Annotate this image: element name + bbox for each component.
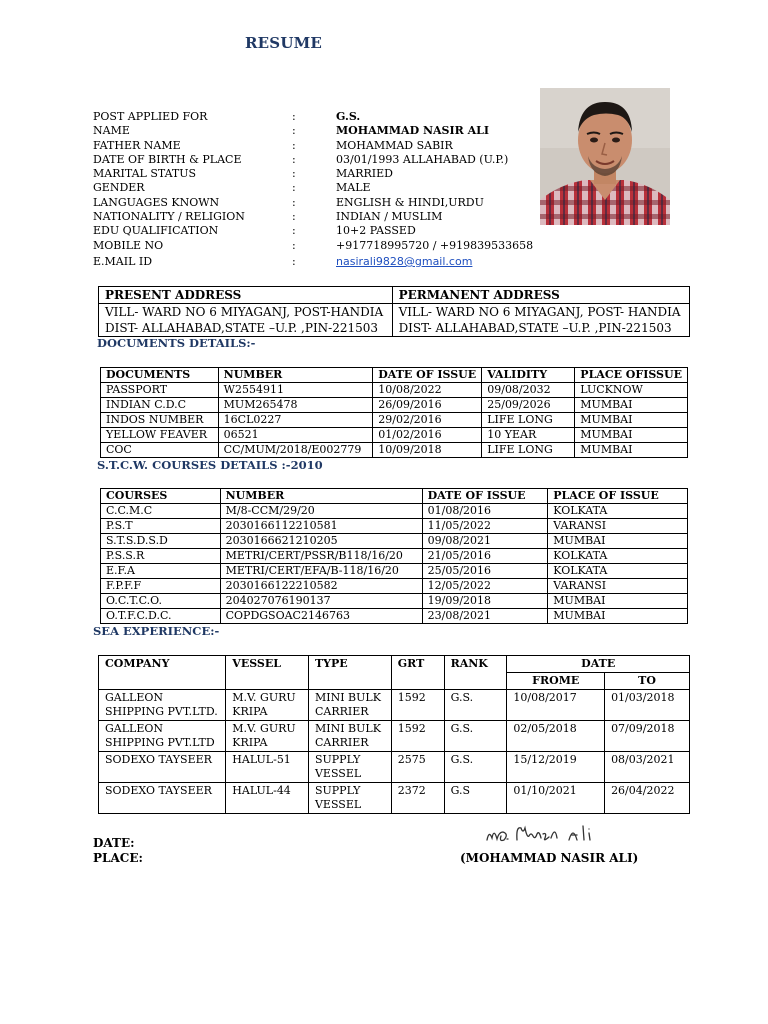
table-cell: 01/08/2016 (422, 504, 548, 519)
column-header: RANK (444, 656, 507, 690)
sea-experience-table (98, 655, 690, 814)
column-header: VALIDITY (482, 368, 575, 383)
personal-label: NAME (93, 124, 130, 138)
personal-label: DATE OF BIRTH & PLACE (93, 152, 242, 166)
table-cell: O.C.T.C.O. (101, 594, 221, 609)
table-cell: 12/05/2022 (422, 579, 548, 594)
table-cell: VARANSI (548, 579, 688, 594)
table-cell: 25/09/2026 (482, 398, 575, 413)
table-cell: CC/MUM/2018/E002779 (218, 443, 373, 458)
column-header: COURSES (101, 489, 221, 504)
date-label: DATE: (93, 836, 135, 850)
table-cell: 21/05/2016 (422, 549, 548, 564)
table-cell: G.S (444, 783, 507, 814)
column-header: TYPE (308, 656, 391, 690)
table-cell: 2030166621210205 (220, 534, 422, 549)
permanent-address-header: PERMANENT ADDRESS (392, 287, 689, 304)
table-cell: SUPPLY VESSEL (308, 752, 391, 783)
table-cell: MUMBAI (575, 398, 688, 413)
table-cell: 2575 (391, 752, 444, 783)
table-cell: 29/02/2016 (373, 413, 482, 428)
personal-value: MARRIED (336, 167, 393, 181)
table-row (99, 752, 690, 783)
column-header: NUMBER (218, 368, 373, 383)
personal-label: GENDER (93, 181, 145, 195)
table-cell: LIFE LONG (482, 443, 575, 458)
table-row (101, 428, 688, 443)
table-row (99, 690, 690, 721)
table-row (101, 413, 688, 428)
table-cell: 01/03/2018 (605, 690, 690, 721)
column-header: TO (605, 673, 690, 690)
personal-value: G.S. (336, 110, 361, 123)
table-cell: 1592 (391, 721, 444, 752)
table-cell: MUM265478 (218, 398, 373, 413)
table-cell: M.V. GURU KRIPA (226, 690, 309, 721)
table-cell: 10 YEAR (482, 428, 575, 443)
personal-label: LANGUAGES KNOWN (93, 195, 220, 209)
table-cell: MUMBAI (575, 443, 688, 458)
table-cell: 10/09/2018 (373, 443, 482, 458)
table-cell: 23/08/2021 (422, 609, 548, 624)
colon: : (292, 254, 296, 268)
table-row (101, 534, 688, 549)
colon: : (292, 110, 296, 123)
personal-value: ENGLISH & HINDI,URDU (336, 195, 484, 209)
documents-heading: DOCUMENTS DETAILS:- (97, 336, 256, 350)
personal-details (93, 110, 553, 271)
personal-row (93, 153, 553, 167)
colon: : (292, 210, 296, 224)
table-cell: E.F.A (101, 564, 221, 579)
table-row (101, 519, 688, 534)
email-link[interactable]: nasirali9828@gmail.com (336, 254, 473, 268)
table-cell: G.S. (444, 721, 507, 752)
personal-label: FATHER NAME (93, 138, 181, 152)
column-header: DATE OF ISSUE (373, 368, 482, 383)
table-cell: 26/04/2022 (605, 783, 690, 814)
table-cell: P.S.T (101, 519, 221, 534)
table-cell: SODEXO TAYSEER (99, 752, 226, 783)
personal-row (93, 224, 553, 238)
profile-photo (540, 88, 670, 225)
column-header: VESSEL (226, 656, 309, 690)
present-address-line1: VILL- WARD NO 6 MIYAGANJ, POST-HANDIA (99, 304, 393, 321)
table-cell: SUPPLY VESSEL (308, 783, 391, 814)
personal-label: MARITAL STATUS (93, 167, 197, 181)
personal-label: NATIONALITY / RELIGION (93, 210, 245, 224)
personal-row (93, 167, 553, 181)
table-cell: 26/09/2016 (373, 398, 482, 413)
table-cell: 16CL0227 (218, 413, 373, 428)
table-header-row (101, 489, 688, 504)
personal-value: 03/01/1993 ALLAHABAD (U.P.) (336, 152, 509, 166)
colon: : (292, 181, 296, 195)
table-row (101, 594, 688, 609)
personal-row (93, 196, 553, 210)
personal-row (93, 239, 553, 253)
table-cell: 15/12/2019 (507, 752, 605, 783)
column-header: GRT (391, 656, 444, 690)
colon: : (292, 152, 296, 166)
stcw-table (100, 488, 688, 624)
table-cell: 08/03/2021 (605, 752, 690, 783)
personal-value: MALE (336, 181, 371, 195)
resume-title: RESUME (245, 34, 323, 52)
table-cell: 09/08/2032 (482, 383, 575, 398)
column-header: DATE OF ISSUE (422, 489, 548, 504)
table-row (99, 721, 690, 752)
table-row (101, 564, 688, 579)
table-cell: MINI BULK CARRIER (308, 690, 391, 721)
sea-experience-heading: SEA EXPERIENCE:- (93, 624, 220, 638)
table-cell: LUCKNOW (575, 383, 688, 398)
column-header: NUMBER (220, 489, 422, 504)
table-cell: P.S.S.R (101, 549, 221, 564)
signatory-name: (MOHAMMAD NASIR ALI) (460, 851, 639, 865)
table-cell: G.S. (444, 752, 507, 783)
table-cell: MUMBAI (575, 428, 688, 443)
table-cell: COC (101, 443, 219, 458)
table-cell: 2030166112210581 (220, 519, 422, 534)
place-label: PLACE: (93, 851, 143, 865)
table-cell: 01/10/2021 (507, 783, 605, 814)
table-cell: 25/05/2016 (422, 564, 548, 579)
table-cell: 19/09/2018 (422, 594, 548, 609)
table-cell: INDIAN C.D.C (101, 398, 219, 413)
table-row (101, 609, 688, 624)
table-cell: C.C.M.C (101, 504, 221, 519)
present-address-line2: DIST- ALLAHABAD,STATE –U.P. ,PIN-221503 (99, 320, 393, 337)
table-cell: MUMBAI (548, 609, 688, 624)
table-cell: 02/05/2018 (507, 721, 605, 752)
table-row (99, 783, 690, 814)
table-row (101, 443, 688, 458)
table-cell: 07/09/2018 (605, 721, 690, 752)
table-cell: GALLEON SHIPPING PVT.LTD. (99, 690, 226, 721)
table-cell: 11/05/2022 (422, 519, 548, 534)
table-cell: MUMBAI (548, 594, 688, 609)
personal-value: MOHAMMAD SABIR (336, 138, 453, 152)
signature (485, 822, 625, 850)
colon: : (292, 124, 296, 138)
table-cell: YELLOW FEAVER (101, 428, 219, 443)
personal-label: POST APPLIED FOR (93, 110, 208, 123)
table-row (101, 504, 688, 519)
table-cell: METRI/CERT/EFA/B-118/16/20 (220, 564, 422, 579)
table-cell: W2554911 (218, 383, 373, 398)
table-cell: 2372 (391, 783, 444, 814)
address-table (98, 286, 690, 337)
personal-row (93, 181, 553, 195)
table-row (101, 383, 688, 398)
table-cell: S.T.S.D.S.D (101, 534, 221, 549)
documents-table (100, 367, 688, 458)
table-cell: F.P.F.F (101, 579, 221, 594)
table-cell: 10/08/2017 (507, 690, 605, 721)
colon: : (292, 238, 296, 252)
table-cell: 2030166122210582 (220, 579, 422, 594)
stcw-heading: S.T.C.W. COURSES DETAILS :-2010 (97, 458, 323, 472)
table-row (101, 549, 688, 564)
personal-label: MOBILE NO (93, 238, 164, 252)
table-cell: 1592 (391, 690, 444, 721)
personal-value: MOHAMMAD NASIR ALI (336, 124, 490, 138)
email-label: E.MAIL ID (93, 254, 153, 268)
personal-row (93, 124, 553, 138)
table-cell: COPDGSOAC2146763 (220, 609, 422, 624)
table-header-row (99, 656, 690, 673)
table-cell: KOLKATA (548, 504, 688, 519)
column-header: PLACE OFISSUE (575, 368, 688, 383)
personal-label: EDU QUALIFICATION (93, 224, 219, 238)
table-cell: 09/08/2021 (422, 534, 548, 549)
table-cell: G.S. (444, 690, 507, 721)
column-header: DOCUMENTS (101, 368, 219, 383)
column-header: COMPANY (99, 656, 226, 690)
personal-row (93, 210, 553, 224)
table-cell: HALUL-51 (226, 752, 309, 783)
table-cell: PASSPORT (101, 383, 219, 398)
colon: : (292, 167, 296, 181)
person-photo-icon (540, 88, 670, 225)
column-header: PLACE OF ISSUE (548, 489, 688, 504)
table-cell: KOLKATA (548, 549, 688, 564)
permanent-address-line1: VILL- WARD NO 6 MIYAGANJ, POST- HANDIA (392, 304, 689, 321)
column-header: DATE (507, 656, 690, 673)
email-row (93, 253, 553, 271)
table-cell: MUMBAI (548, 534, 688, 549)
table-cell: LIFE LONG (482, 413, 575, 428)
personal-value: 10+2 PASSED (336, 224, 416, 238)
colon: : (292, 224, 296, 238)
table-row (101, 579, 688, 594)
table-cell: M.V. GURU KRIPA (226, 721, 309, 752)
colon: : (292, 195, 296, 209)
table-cell: SODEXO TAYSEER (99, 783, 226, 814)
table-cell: 204027076190137 (220, 594, 422, 609)
table-cell: O.T.F.C.D.C. (101, 609, 221, 624)
table-cell: METRI/CERT/PSSR/B118/16/20 (220, 549, 422, 564)
present-address-header: PRESENT ADDRESS (99, 287, 393, 304)
table-cell: INDOS NUMBER (101, 413, 219, 428)
table-cell: M/8-CCM/29/20 (220, 504, 422, 519)
table-cell: VARANSI (548, 519, 688, 534)
permanent-address-line2: DIST- ALLAHABAD,STATE –U.P. ,PIN-221503 (392, 320, 689, 337)
table-cell: MINI BULK CARRIER (308, 721, 391, 752)
table-cell: MUMBAI (575, 413, 688, 428)
colon: : (292, 138, 296, 152)
table-row (101, 398, 688, 413)
personal-row (93, 139, 553, 153)
table-cell: 06521 (218, 428, 373, 443)
table-cell: HALUL-44 (226, 783, 309, 814)
personal-value: +917718995720 / +919839533658 (336, 238, 534, 252)
column-header: FROME (507, 673, 605, 690)
table-cell: 01/02/2016 (373, 428, 482, 443)
table-cell: 10/08/2022 (373, 383, 482, 398)
table-cell: GALLEON SHIPPING PVT.LTD (99, 721, 226, 752)
personal-value: INDIAN / MUSLIM (336, 210, 443, 224)
table-cell: KOLKATA (548, 564, 688, 579)
table-header-row (101, 368, 688, 383)
personal-row (93, 110, 553, 124)
